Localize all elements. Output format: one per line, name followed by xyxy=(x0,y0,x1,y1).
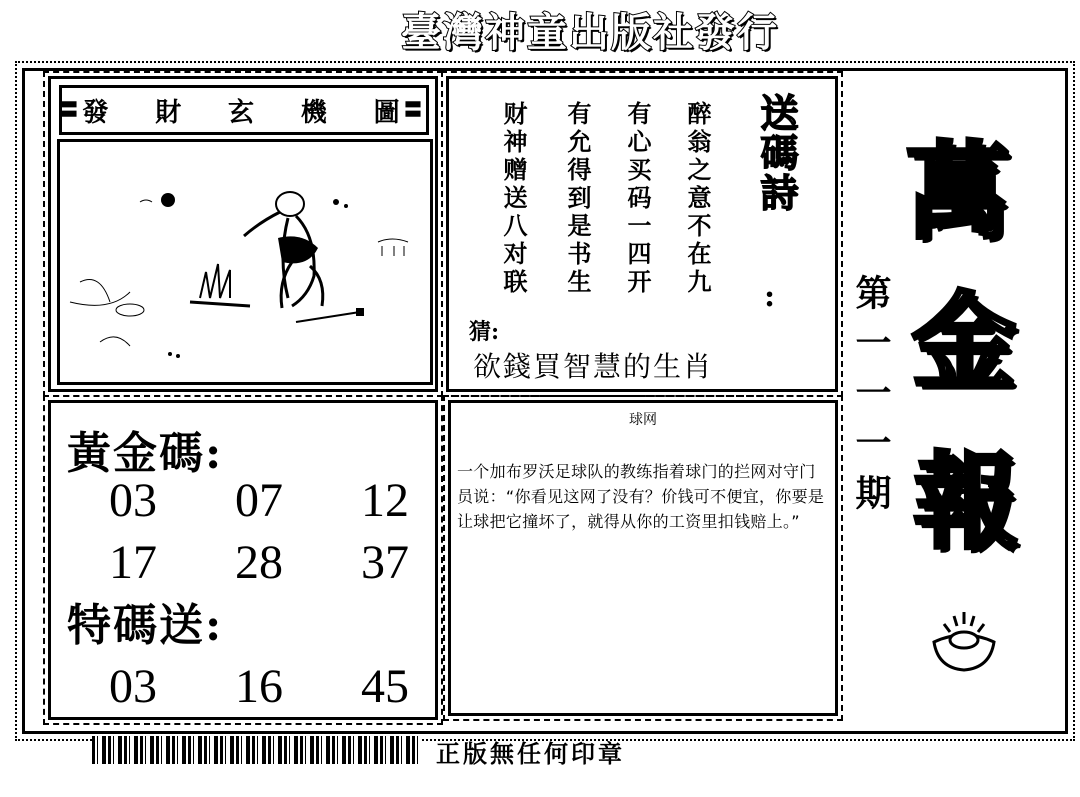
gold-numbers-row xyxy=(109,535,409,590)
send-code-poem-title: 送碼詩 xyxy=(754,93,799,213)
masthead-char: 萬 xyxy=(906,130,1011,253)
masthead-char: 金 xyxy=(912,280,1017,403)
gold-number: 17 xyxy=(109,536,157,589)
banner-char: 圖 xyxy=(373,97,406,128)
man-in-field-illustration xyxy=(60,142,424,376)
banner-char: 〓 發 xyxy=(82,97,115,128)
gold-number: 37 xyxy=(361,536,409,589)
poem-line: 醉翁之意不在九 xyxy=(683,101,712,297)
poem-line: 财神赠送八对联 xyxy=(499,101,528,297)
gold-number: 28 xyxy=(235,536,283,589)
gold-number: 03 xyxy=(109,474,157,527)
story-text: 一个加布罗沃足球队的教练指着球门的拦网对守门员说：“你看见这网了没有？价钱可不便宜，你要是让球把它撞坏了，就得从你的工资里扣钱赔上。” xyxy=(457,462,825,531)
banner-char: 財 xyxy=(155,97,188,128)
banner-char: 機 xyxy=(300,97,333,128)
riddle-text: 欲錢買智慧的生肖 xyxy=(473,350,714,383)
guess-label: 猜: xyxy=(469,319,500,345)
gold-number: 07 xyxy=(235,474,283,527)
fortune-illustration xyxy=(57,139,433,385)
poem-panel xyxy=(446,76,838,392)
gold-number: 12 xyxy=(361,474,409,527)
masthead-char: 報 xyxy=(914,440,1019,563)
gold-code-label: 黃金碼: xyxy=(67,428,224,479)
special-number: 45 xyxy=(361,660,409,713)
barcode xyxy=(92,736,422,764)
special-numbers-row xyxy=(109,659,409,714)
special-number: 16 xyxy=(235,660,283,713)
story-panel xyxy=(448,400,838,716)
poem-line: 有允得到是书生 xyxy=(563,101,592,297)
special-number: 03 xyxy=(109,660,157,713)
send-title-colon: : xyxy=(764,279,776,314)
numbers-panel xyxy=(48,400,438,720)
fortune-picture-panel xyxy=(48,76,438,392)
publisher-title: 臺灣神童出版社發行 xyxy=(401,10,779,56)
banner-char: 玄 xyxy=(227,97,260,128)
special-code-label: 特碼送: xyxy=(67,600,224,651)
issue-number: 第一一一期 xyxy=(850,274,892,524)
authentic-edition-note: 正版無任何印章 xyxy=(436,739,625,768)
poem-line: 有心买码一四开 xyxy=(623,101,652,297)
story-title: 球网 xyxy=(629,412,657,428)
fortune-banner xyxy=(59,85,429,135)
gold-ingot-icon xyxy=(924,606,1004,676)
gold-numbers-row xyxy=(109,473,409,528)
